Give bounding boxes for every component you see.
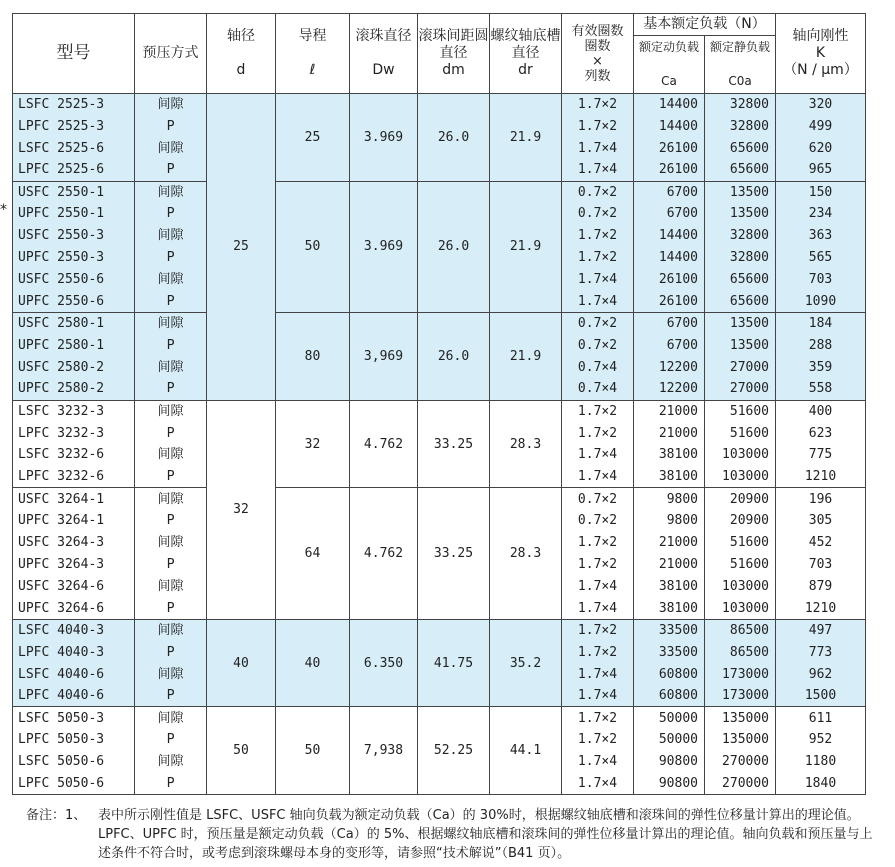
dynamic-load-cell: 50000 bbox=[634, 729, 705, 751]
header-turns: 有效圈数 圈数 × 列数 bbox=[562, 14, 634, 94]
model-cell: LPFC 5050-3 bbox=[13, 729, 135, 751]
ball-diameter-cell: 3.969 bbox=[350, 181, 418, 312]
static-load-cell: 103000 bbox=[705, 444, 776, 466]
turns-cell: 1.7×2 bbox=[562, 532, 634, 554]
preload-cell: 间隙 bbox=[135, 313, 207, 335]
turns-cell: 1.7×4 bbox=[562, 466, 634, 488]
turns-cell: 0.7×4 bbox=[562, 378, 634, 400]
notes-text: 表中所示刚性值是 LSFC、USFC 轴向负载为额定动负载（Ca）的 30%时，根据螺纹轴底槽和滚珠间的弹性位移量计算出的理论值。LPFC、UPFC 时，预压量是额定动负载（Ca）的 5%、根据螺纹轴底槽和滚珠间的弹性位移量计算出的理论值。轴向负载和预压量与上述条件不符合时，或考虑到滚珠螺母本身的变形等，请参照“技术解说”（B41 页）。 bbox=[98, 808, 873, 861]
header-dynamic-load: 额定动负载 Ca bbox=[634, 36, 705, 94]
dynamic-load-cell: 9800 bbox=[634, 510, 705, 532]
turns-cell: 1.7×2 bbox=[562, 619, 634, 641]
preload-cell: P bbox=[135, 115, 207, 137]
shaft-cell: 32 bbox=[207, 400, 276, 619]
preload-cell: P bbox=[135, 291, 207, 313]
model-cell: USFC 2550-6 bbox=[13, 269, 135, 291]
stiffness-cell: 288 bbox=[776, 334, 866, 356]
stiffness-cell: 1210 bbox=[776, 466, 866, 488]
pitch-circle-cell: 26.0 bbox=[418, 313, 490, 401]
dynamic-load-cell: 9800 bbox=[634, 488, 705, 510]
dynamic-load-cell: 21000 bbox=[634, 554, 705, 576]
turns-cell: 1.7×2 bbox=[562, 729, 634, 751]
preload-cell: P bbox=[135, 247, 207, 269]
turns-cell: 1.7×2 bbox=[562, 225, 634, 247]
turns-cell: 1.7×4 bbox=[562, 575, 634, 597]
turns-cell: 1.7×4 bbox=[562, 663, 634, 685]
static-load-cell: 32800 bbox=[705, 225, 776, 247]
root-diameter-cell: 28.3 bbox=[490, 400, 562, 488]
root-diameter-cell: 21.9 bbox=[490, 181, 562, 312]
lead-cell: 32 bbox=[276, 400, 350, 488]
static-load-cell: 86500 bbox=[705, 619, 776, 641]
table-body bbox=[13, 94, 866, 795]
preload-cell: P bbox=[135, 422, 207, 444]
dynamic-load-cell: 38100 bbox=[634, 444, 705, 466]
notes-lead: 备注：1、 bbox=[26, 808, 87, 823]
dynamic-load-cell: 50000 bbox=[634, 707, 705, 729]
preload-cell: P bbox=[135, 203, 207, 225]
stiffness-cell: 952 bbox=[776, 729, 866, 751]
stiffness-cell: 879 bbox=[776, 575, 866, 597]
static-load-cell: 13500 bbox=[705, 313, 776, 335]
static-load-cell: 65600 bbox=[705, 159, 776, 181]
turns-cell: 0.7×2 bbox=[562, 203, 634, 225]
dynamic-load-cell: 90800 bbox=[634, 751, 705, 773]
stiffness-cell: 320 bbox=[776, 94, 866, 116]
turns-cell: 0.7×4 bbox=[562, 356, 634, 378]
stiffness-cell: 703 bbox=[776, 269, 866, 291]
root-diameter-cell: 21.9 bbox=[490, 313, 562, 401]
dynamic-load-cell: 12200 bbox=[634, 378, 705, 400]
shaft-cell: 50 bbox=[207, 707, 276, 795]
static-load-cell: 173000 bbox=[705, 663, 776, 685]
static-load-cell: 32800 bbox=[705, 115, 776, 137]
model-cell: LPFC 2525-6 bbox=[13, 159, 135, 181]
ball-diameter-cell: 3,969 bbox=[350, 313, 418, 401]
stiffness-cell: 1090 bbox=[776, 291, 866, 313]
dynamic-load-cell: 12200 bbox=[634, 356, 705, 378]
stiffness-cell: 775 bbox=[776, 444, 866, 466]
preload-cell: 间隙 bbox=[135, 707, 207, 729]
static-load-cell: 103000 bbox=[705, 466, 776, 488]
model-cell: LSFC 3232-3 bbox=[13, 400, 135, 422]
preload-cell: 间隙 bbox=[135, 400, 207, 422]
static-load-cell: 86500 bbox=[705, 641, 776, 663]
preload-cell: 间隙 bbox=[135, 356, 207, 378]
lead-cell: 25 bbox=[276, 94, 350, 182]
preload-cell: 间隙 bbox=[135, 225, 207, 247]
preload-cell: P bbox=[135, 554, 207, 576]
turns-cell: 1.7×4 bbox=[562, 137, 634, 159]
dynamic-load-cell: 6700 bbox=[634, 313, 705, 335]
preload-cell: 间隙 bbox=[135, 663, 207, 685]
root-diameter-cell: 35.2 bbox=[490, 619, 562, 707]
model-cell: UPFC 3264-3 bbox=[13, 554, 135, 576]
dynamic-load-cell: 33500 bbox=[634, 641, 705, 663]
header-ball-diameter: 滚珠直径 Dw bbox=[350, 14, 418, 94]
dynamic-load-cell: 26100 bbox=[634, 137, 705, 159]
turns-cell: 1.7×4 bbox=[562, 291, 634, 313]
preload-cell: P bbox=[135, 334, 207, 356]
model-cell: USFC 2550-3 bbox=[13, 225, 135, 247]
stiffness-cell: 452 bbox=[776, 532, 866, 554]
turns-cell: 1.7×4 bbox=[562, 597, 634, 619]
dynamic-load-cell: 21000 bbox=[634, 400, 705, 422]
static-load-cell: 13500 bbox=[705, 181, 776, 203]
pitch-circle-cell: 33.25 bbox=[418, 488, 490, 619]
dynamic-load-cell: 90800 bbox=[634, 773, 705, 795]
static-load-cell: 51600 bbox=[705, 554, 776, 576]
preload-cell: 间隙 bbox=[135, 444, 207, 466]
header-root-diameter: 螺纹轴底槽直径 dr bbox=[490, 14, 562, 94]
static-load-cell: 51600 bbox=[705, 422, 776, 444]
model-cell: LPFC 3232-3 bbox=[13, 422, 135, 444]
preload-cell: P bbox=[135, 641, 207, 663]
model-cell: UPFC 2550-6 bbox=[13, 291, 135, 313]
model-cell: LPFC 4040-3 bbox=[13, 641, 135, 663]
preload-cell: 间隙 bbox=[135, 619, 207, 641]
root-diameter-cell: 44.1 bbox=[490, 707, 562, 795]
footnote-star: * bbox=[0, 202, 7, 218]
stiffness-cell: 1210 bbox=[776, 597, 866, 619]
lead-cell: 40 bbox=[276, 619, 350, 707]
dynamic-load-cell: 60800 bbox=[634, 663, 705, 685]
lead-cell: 50 bbox=[276, 707, 350, 795]
model-cell: USFC 2580-2 bbox=[13, 356, 135, 378]
shaft-cell: 25 bbox=[207, 94, 276, 401]
ball-diameter-cell: 4.762 bbox=[350, 400, 418, 488]
dynamic-load-cell: 14400 bbox=[634, 94, 705, 116]
static-load-cell: 27000 bbox=[705, 356, 776, 378]
table-row bbox=[13, 400, 866, 422]
dynamic-load-cell: 6700 bbox=[634, 203, 705, 225]
stiffness-cell: 499 bbox=[776, 115, 866, 137]
pitch-circle-cell: 26.0 bbox=[418, 181, 490, 312]
model-cell: LPFC 4040-6 bbox=[13, 685, 135, 707]
pitch-circle-cell: 33.25 bbox=[418, 400, 490, 488]
turns-cell: 1.7×4 bbox=[562, 269, 634, 291]
model-cell: UPFC 2550-1 bbox=[13, 203, 135, 225]
lead-cell: 50 bbox=[276, 181, 350, 312]
dynamic-load-cell: 21000 bbox=[634, 422, 705, 444]
header-lead: 导程 ℓ bbox=[276, 14, 350, 94]
root-diameter-cell: 21.9 bbox=[490, 94, 562, 182]
preload-cell: 间隙 bbox=[135, 488, 207, 510]
static-load-cell: 32800 bbox=[705, 94, 776, 116]
preload-cell: 间隙 bbox=[135, 532, 207, 554]
ball-diameter-cell: 7,938 bbox=[350, 707, 418, 795]
model-cell: USFC 2580-1 bbox=[13, 313, 135, 335]
turns-cell: 1.7×2 bbox=[562, 422, 634, 444]
header-static-load: 额定静负载 C0a bbox=[705, 36, 776, 94]
static-load-cell: 270000 bbox=[705, 773, 776, 795]
dynamic-load-cell: 21000 bbox=[634, 532, 705, 554]
turns-cell: 1.7×2 bbox=[562, 400, 634, 422]
dynamic-load-cell: 60800 bbox=[634, 685, 705, 707]
pitch-circle-cell: 41.75 bbox=[418, 619, 490, 707]
preload-cell: 间隙 bbox=[135, 751, 207, 773]
static-load-cell: 173000 bbox=[705, 685, 776, 707]
spec-table bbox=[12, 13, 866, 795]
model-cell: UPFC 2550-3 bbox=[13, 247, 135, 269]
dynamic-load-cell: 38100 bbox=[634, 597, 705, 619]
stiffness-cell: 359 bbox=[776, 356, 866, 378]
dynamic-load-cell: 6700 bbox=[634, 334, 705, 356]
table-row bbox=[13, 707, 866, 729]
turns-cell: 1.7×2 bbox=[562, 641, 634, 663]
static-load-cell: 270000 bbox=[705, 751, 776, 773]
stiffness-cell: 150 bbox=[776, 181, 866, 203]
dynamic-load-cell: 26100 bbox=[634, 159, 705, 181]
model-cell: USFC 3264-1 bbox=[13, 488, 135, 510]
header-rated-load: 基本额定负载（N） bbox=[634, 14, 776, 36]
static-load-cell: 103000 bbox=[705, 575, 776, 597]
static-load-cell: 65600 bbox=[705, 137, 776, 159]
model-cell: LSFC 5050-3 bbox=[13, 707, 135, 729]
static-load-cell: 135000 bbox=[705, 729, 776, 751]
preload-cell: 间隙 bbox=[135, 94, 207, 116]
preload-cell: 间隙 bbox=[135, 181, 207, 203]
static-load-cell: 32800 bbox=[705, 247, 776, 269]
ball-diameter-cell: 3.969 bbox=[350, 94, 418, 182]
stiffness-cell: 1180 bbox=[776, 751, 866, 773]
preload-cell: 间隙 bbox=[135, 575, 207, 597]
stiffness-cell: 962 bbox=[776, 663, 866, 685]
pitch-circle-cell: 26.0 bbox=[418, 94, 490, 182]
table-row bbox=[13, 488, 866, 510]
model-cell: UPFC 3264-6 bbox=[13, 597, 135, 619]
turns-cell: 1.7×4 bbox=[562, 773, 634, 795]
header-stiffness: 轴向刚性 K （N / μm） bbox=[776, 14, 866, 94]
stiffness-cell: 1500 bbox=[776, 685, 866, 707]
turns-cell: 0.7×2 bbox=[562, 334, 634, 356]
preload-cell: P bbox=[135, 159, 207, 181]
ball-diameter-cell: 6.350 bbox=[350, 619, 418, 707]
stiffness-cell: 703 bbox=[776, 554, 866, 576]
turns-cell: 1.7×2 bbox=[562, 115, 634, 137]
stiffness-cell: 234 bbox=[776, 203, 866, 225]
static-load-cell: 51600 bbox=[705, 400, 776, 422]
dynamic-load-cell: 26100 bbox=[634, 269, 705, 291]
turns-cell: 1.7×2 bbox=[562, 94, 634, 116]
static-load-cell: 51600 bbox=[705, 532, 776, 554]
table-row bbox=[13, 94, 866, 116]
turns-cell: 0.7×2 bbox=[562, 510, 634, 532]
stiffness-cell: 1840 bbox=[776, 773, 866, 795]
turns-cell: 1.7×2 bbox=[562, 247, 634, 269]
turns-cell: 1.7×4 bbox=[562, 685, 634, 707]
model-cell: USFC 3264-6 bbox=[13, 575, 135, 597]
lead-cell: 80 bbox=[276, 313, 350, 401]
shaft-cell: 40 bbox=[207, 619, 276, 707]
model-cell: LSFC 2525-6 bbox=[13, 137, 135, 159]
table-row bbox=[13, 181, 866, 203]
preload-cell: P bbox=[135, 466, 207, 488]
turns-cell: 1.7×2 bbox=[562, 707, 634, 729]
turns-cell: 1.7×4 bbox=[562, 751, 634, 773]
stiffness-cell: 773 bbox=[776, 641, 866, 663]
dynamic-load-cell: 33500 bbox=[634, 619, 705, 641]
lead-cell: 64 bbox=[276, 488, 350, 619]
model-cell: USFC 2550-1 bbox=[13, 181, 135, 203]
table-row bbox=[13, 313, 866, 335]
static-load-cell: 103000 bbox=[705, 597, 776, 619]
preload-cell: 间隙 bbox=[135, 137, 207, 159]
stiffness-cell: 565 bbox=[776, 247, 866, 269]
static-load-cell: 65600 bbox=[705, 291, 776, 313]
model-cell: LPFC 2525-3 bbox=[13, 115, 135, 137]
stiffness-cell: 400 bbox=[776, 400, 866, 422]
static-load-cell: 13500 bbox=[705, 334, 776, 356]
preload-cell: P bbox=[135, 597, 207, 619]
preload-cell: P bbox=[135, 729, 207, 751]
turns-cell: 1.7×2 bbox=[562, 554, 634, 576]
ball-diameter-cell: 4.762 bbox=[350, 488, 418, 619]
preload-cell: P bbox=[135, 773, 207, 795]
static-load-cell: 65600 bbox=[705, 269, 776, 291]
model-cell: LPFC 3232-6 bbox=[13, 466, 135, 488]
stiffness-cell: 558 bbox=[776, 378, 866, 400]
stiffness-cell: 305 bbox=[776, 510, 866, 532]
preload-cell: P bbox=[135, 510, 207, 532]
stiffness-cell: 623 bbox=[776, 422, 866, 444]
turns-cell: 1.7×4 bbox=[562, 159, 634, 181]
turns-cell: 1.7×4 bbox=[562, 444, 634, 466]
table-row bbox=[13, 619, 866, 641]
turns-cell: 0.7×2 bbox=[562, 313, 634, 335]
notes bbox=[26, 806, 876, 863]
dynamic-load-cell: 38100 bbox=[634, 575, 705, 597]
header-preload: 预压方式 bbox=[135, 14, 207, 94]
model-cell: LSFC 5050-6 bbox=[13, 751, 135, 773]
stiffness-cell: 196 bbox=[776, 488, 866, 510]
stiffness-cell: 184 bbox=[776, 313, 866, 335]
dynamic-load-cell: 26100 bbox=[634, 291, 705, 313]
model-cell: LPFC 5050-6 bbox=[13, 773, 135, 795]
model-cell: LSFC 4040-3 bbox=[13, 619, 135, 641]
static-load-cell: 135000 bbox=[705, 707, 776, 729]
model-cell: LSFC 4040-6 bbox=[13, 663, 135, 685]
dynamic-load-cell: 38100 bbox=[634, 466, 705, 488]
dynamic-load-cell: 14400 bbox=[634, 225, 705, 247]
model-cell: UPFC 3264-1 bbox=[13, 510, 135, 532]
stiffness-cell: 363 bbox=[776, 225, 866, 247]
static-load-cell: 20900 bbox=[705, 488, 776, 510]
stiffness-cell: 965 bbox=[776, 159, 866, 181]
preload-cell: P bbox=[135, 378, 207, 400]
model-cell: UPFC 2580-1 bbox=[13, 334, 135, 356]
header-pitch-circle: 滚珠间距圆直径 dm bbox=[418, 14, 490, 94]
header-model: 型号 bbox=[13, 14, 135, 94]
root-diameter-cell: 28.3 bbox=[490, 488, 562, 619]
stiffness-cell: 620 bbox=[776, 137, 866, 159]
model-cell: LSFC 3232-6 bbox=[13, 444, 135, 466]
header-shaft: 轴径 d bbox=[207, 14, 276, 94]
model-cell: LSFC 2525-3 bbox=[13, 94, 135, 116]
dynamic-load-cell: 14400 bbox=[634, 247, 705, 269]
static-load-cell: 27000 bbox=[705, 378, 776, 400]
turns-cell: 0.7×2 bbox=[562, 488, 634, 510]
stiffness-cell: 611 bbox=[776, 707, 866, 729]
dynamic-load-cell: 6700 bbox=[634, 181, 705, 203]
pitch-circle-cell: 52.25 bbox=[418, 707, 490, 795]
stiffness-cell: 497 bbox=[776, 619, 866, 641]
model-cell: USFC 3264-3 bbox=[13, 532, 135, 554]
model-cell: UPFC 2580-2 bbox=[13, 378, 135, 400]
static-load-cell: 13500 bbox=[705, 203, 776, 225]
turns-cell: 0.7×2 bbox=[562, 181, 634, 203]
dynamic-load-cell: 14400 bbox=[634, 115, 705, 137]
preload-cell: 间隙 bbox=[135, 269, 207, 291]
preload-cell: P bbox=[135, 685, 207, 707]
static-load-cell: 20900 bbox=[705, 510, 776, 532]
